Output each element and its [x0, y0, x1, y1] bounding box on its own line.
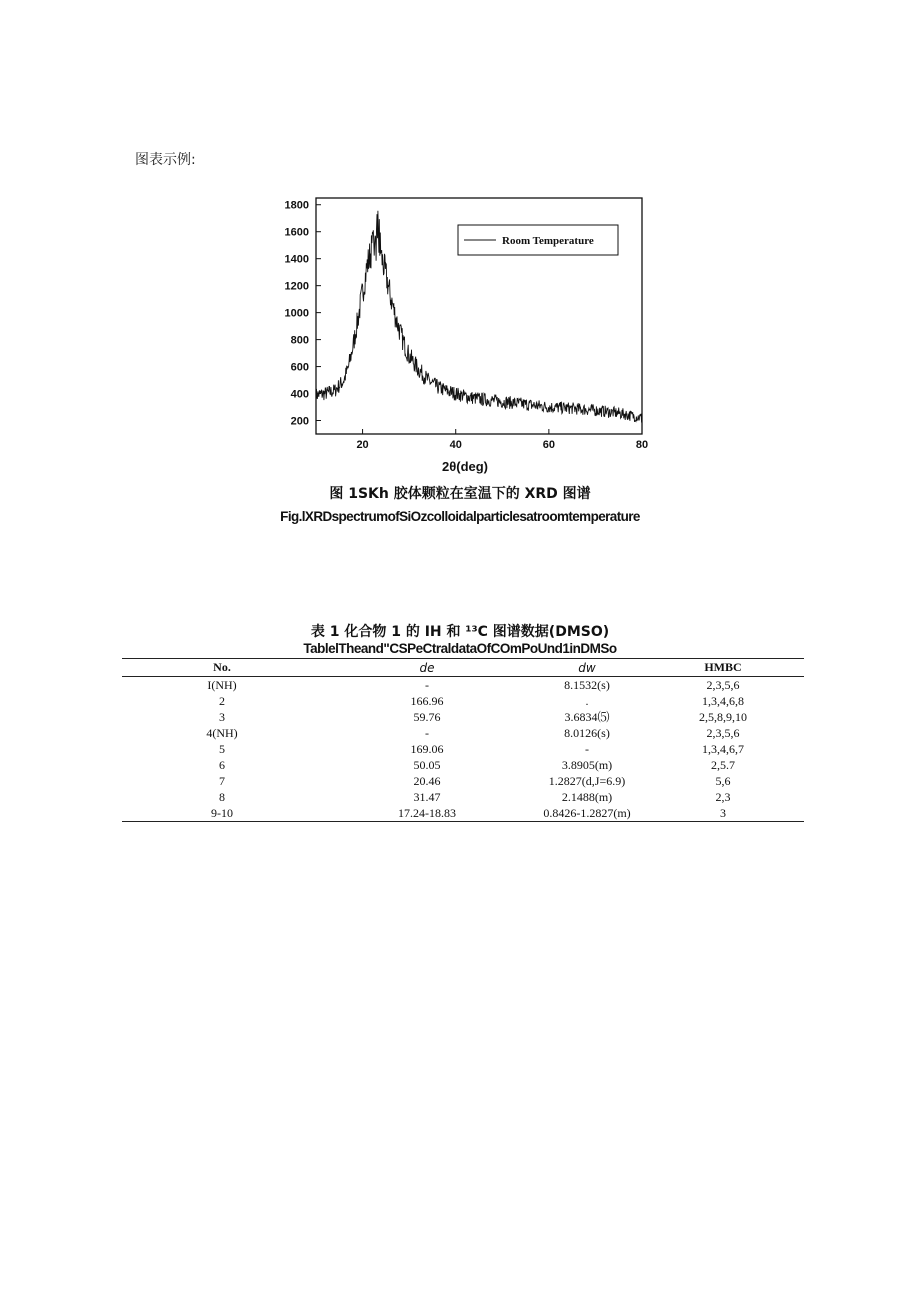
cell-no: 5: [219, 742, 225, 756]
table-row: [122, 805, 804, 822]
x-tick-label: 80: [635, 439, 649, 451]
x-tick-label: 20: [356, 439, 369, 451]
y-tick-label: 800: [290, 334, 309, 347]
table-row: [122, 773, 804, 789]
header-hmbc: HMBC: [704, 660, 742, 674]
y-tick-label: 600: [290, 361, 309, 374]
table-title-en: TablelTheand"CSPeCtraldataOfCOmPoUnd1inDMSo: [303, 641, 617, 656]
cell-dw: .: [585, 694, 589, 708]
nmr-data-table: [122, 658, 804, 822]
cell-de: 169.06: [410, 742, 444, 756]
cell-dw: 1.2827(d,J=6.9): [548, 774, 626, 788]
cell-hmbc: 3: [720, 806, 726, 820]
x-tick-label: 60: [542, 439, 555, 451]
cell-hmbc: 2,3,5,6: [706, 726, 740, 740]
x-tick-label: 40: [449, 439, 462, 451]
x-axis: [356, 429, 648, 451]
intro-label: 图表示例:: [135, 152, 196, 168]
header-dw: dw: [578, 660, 596, 675]
cell-de: 50.05: [413, 758, 441, 772]
y-tick-label: 400: [290, 388, 309, 401]
cell-no: 8: [219, 790, 225, 804]
y-tick-label: 1800: [284, 199, 309, 212]
cell-hmbc: 1,3,4,6,7: [702, 742, 744, 756]
cell-dw: 3.8905(m): [561, 758, 613, 772]
cell-de: -: [425, 726, 429, 740]
cell-no: 4(NH): [206, 726, 238, 740]
table-row: [122, 789, 804, 805]
cell-de: 59.76: [413, 710, 441, 724]
table-title-cn: 表 1 化合物 1 的 IH 和 ¹³C 图谱数据(DMSO): [310, 624, 610, 640]
cell-de: 17.24-18.83: [398, 806, 456, 820]
cell-dw: 8.0126(s): [564, 726, 610, 740]
cell-no: 6: [219, 758, 225, 772]
cell-de: 166.96: [410, 694, 444, 708]
cell-de: -: [425, 678, 429, 692]
y-tick-label: 1400: [284, 253, 309, 266]
cell-dw: 3.6834⑸: [564, 710, 610, 724]
xrd-chart: [270, 188, 660, 478]
y-tick-label: 1000: [284, 307, 309, 320]
table-row: [122, 677, 804, 694]
legend-label: Room Temperature: [502, 235, 594, 247]
table-header-row: [122, 659, 804, 677]
table-row: [122, 741, 804, 757]
cell-no: 7: [219, 774, 225, 788]
cell-no: 9-10: [211, 806, 233, 820]
chart-svg: [270, 188, 660, 478]
legend: [458, 225, 618, 255]
header-de: de: [419, 660, 435, 675]
cell-dw: -: [585, 742, 589, 756]
cell-hmbc: 2,3,5,6: [706, 678, 740, 692]
y-tick-label: 1200: [284, 280, 309, 293]
x-axis-title: 2θ(deg): [441, 459, 489, 474]
y-tick-label: 1600: [284, 226, 309, 239]
cell-hmbc: 2,3: [715, 790, 731, 804]
table-row: [122, 757, 804, 773]
table-body: [122, 677, 804, 822]
cell-dw: 0.8426-1.2827(m): [543, 806, 631, 820]
cell-hmbc: 5,6: [715, 774, 731, 788]
table-row: [122, 693, 804, 709]
cell-dw: 2.1488(m): [561, 790, 613, 804]
cell-no: 3: [219, 710, 225, 724]
cell-de: 20.46: [413, 774, 441, 788]
cell-hmbc: 1,3,4,6,8: [702, 694, 744, 708]
figure-caption-cn: 图 1SKh 胶体颗粒在室温下的 XRD 图谱: [329, 486, 591, 502]
table-row: [122, 709, 804, 725]
table-row: [122, 725, 804, 741]
cell-dw: 8.1532(s): [564, 678, 610, 692]
cell-hmbc: 2,5,8,9,10: [699, 710, 747, 724]
cell-de: 31.47: [413, 790, 441, 804]
cell-no: 2: [219, 694, 225, 708]
figure-caption-en: Fig.lXRDspectrumofSiOzcolloidalparticlesatroomtemperature: [280, 509, 640, 524]
header-no: No.: [213, 660, 231, 674]
y-tick-label: 200: [290, 415, 309, 428]
cell-no: I(NH): [207, 678, 237, 692]
cell-hmbc: 2,5.7: [711, 758, 735, 772]
